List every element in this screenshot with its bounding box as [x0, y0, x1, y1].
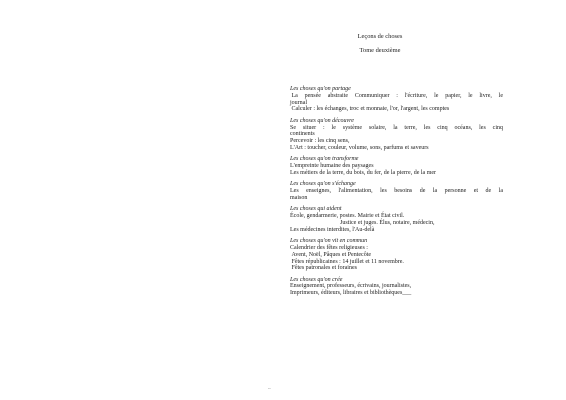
section-heading: Les choses qu'on s'échange	[290, 181, 356, 188]
section	[290, 156, 503, 176]
section-line: Fêtes patronales et foraines	[291, 265, 357, 272]
section-heading: Les choses qu'on partage	[290, 86, 351, 92]
section	[290, 238, 503, 272]
table-of-contents	[290, 86, 503, 302]
section-line: continents	[290, 131, 315, 138]
page-number: --	[268, 386, 271, 391]
section	[290, 206, 503, 233]
section-line: Avent, Noël, Pâques et Pentecôte	[291, 251, 372, 258]
section	[290, 86, 503, 113]
section-line: Percevoir : les cinq sens,	[290, 138, 350, 145]
section-heading: Les choses qu'on vit en commun	[290, 238, 368, 245]
section-heading: Les choses qu'on crée	[290, 276, 343, 283]
section-line: L'empreinte humaine des paysages	[290, 163, 374, 170]
section-heading: Les choses qui aident	[290, 206, 342, 213]
title-block	[330, 33, 430, 55]
section-line: Les médecines interdites, l'Au-delà	[290, 226, 375, 233]
section-line: Les métiers de la terre, du bois, du fer, de la pierre, de la mer	[290, 169, 437, 176]
section-line: Justice et juges. Élus, notaire, médecin,	[340, 219, 435, 226]
section-heading: Les choses qu'on transforme	[290, 156, 359, 163]
section-line: Enseignement, professeurs, écrivains, journalistes,	[290, 283, 412, 290]
section-line: Calculer : les échanges, troc et monnaie, l'or, l'argent, les comptes	[291, 106, 450, 113]
section-line: maison	[290, 194, 308, 201]
section-line: Calendrier des fêtes religieuses :	[290, 244, 368, 251]
section-line: Les enseignes, l'alimentation, les besoins de la personne et de la	[290, 188, 503, 195]
section	[290, 277, 503, 297]
section-line: La pensée abstraite Communiquer : l'écriture, le papier, le livre, le	[291, 92, 503, 99]
section-line: Se situer : le système solaire, la terre, les cinq océans, les cinq	[290, 124, 503, 131]
section-line: journal	[290, 99, 307, 106]
section-line: Imprimeurs, éditeurs, libraires et bibliothèques___	[290, 290, 412, 297]
document-subtitle: Tome deuxième	[359, 47, 401, 54]
section-heading: Les choses qu'on découvre	[290, 117, 354, 124]
document-title: Leçons de choses	[357, 33, 403, 40]
section	[290, 181, 503, 201]
section-line: Fêtes républicaines : 14 juillet et 11 novembre.	[291, 258, 404, 265]
section-line: L'Art : toucher, couleur, volume, sons, parfums et saveurs	[290, 144, 429, 151]
section-line: École, gendarmerie, postes. Mairie et État civil.	[290, 213, 405, 220]
section	[290, 118, 503, 152]
